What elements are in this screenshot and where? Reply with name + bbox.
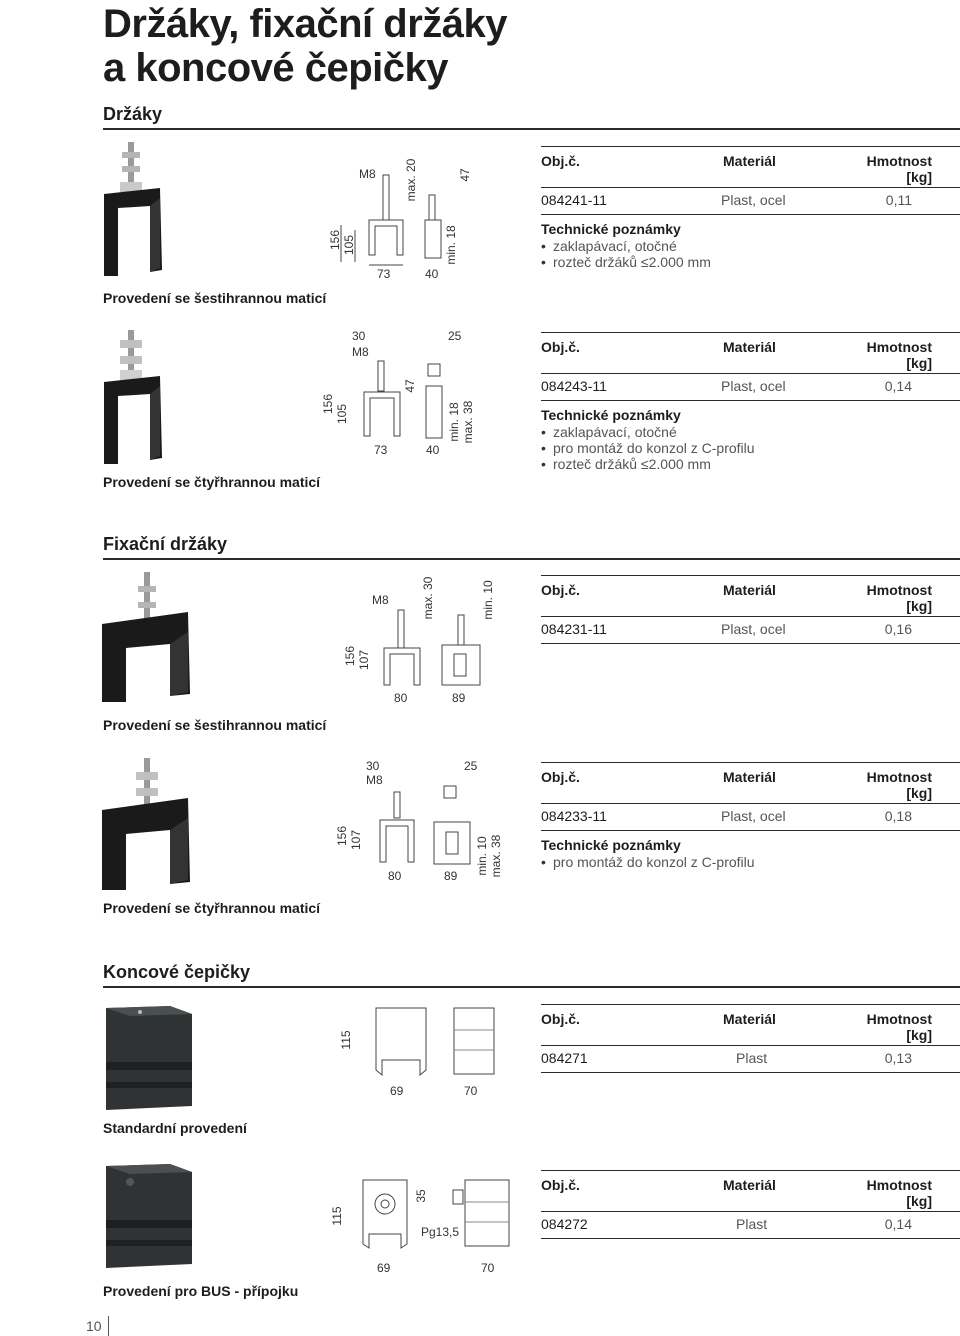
material: Plast — [736, 1050, 768, 1066]
dim-max30: max. 30 — [421, 576, 435, 620]
spec-row — [541, 373, 960, 401]
dim-80: 80 — [388, 869, 402, 883]
dim-105: 105 — [342, 234, 356, 256]
dim-70: 70 — [464, 1084, 478, 1098]
dim-25: 25 — [464, 759, 478, 773]
material: Plast, ocel — [721, 378, 786, 394]
dim-min10: min. 10 — [475, 836, 489, 876]
product-caption: Provedení se čtyřhrannou maticí — [103, 900, 321, 916]
material: Plast, ocel — [721, 808, 786, 824]
dim-m8: M8 — [372, 593, 389, 607]
order-number: 084243-11 — [541, 378, 607, 394]
technical-notes: Technické poznámky • pro montáž do konzol z C-profilu — [541, 837, 960, 870]
dim-89: 89 — [444, 869, 458, 883]
holder-square-nut-drawing — [318, 326, 518, 471]
weight: 0,11 — [885, 192, 912, 208]
note-item: • rozteč držáků ≤2.000 mm — [541, 456, 960, 472]
spec-table-084231 — [541, 575, 960, 644]
dim-47: 47 — [403, 379, 417, 393]
dim-30: 30 — [352, 329, 366, 343]
product-caption: Provedení pro BUS - přípojku — [103, 1283, 299, 1299]
end-cap-standard-photo — [100, 1002, 195, 1114]
dim-35: 35 — [414, 1189, 428, 1203]
dim-115: 115 — [330, 1206, 344, 1226]
weight: 0,13 — [884, 1050, 912, 1066]
dim-pg13-5: Pg13,5 — [421, 1225, 460, 1239]
page-title — [103, 2, 507, 90]
dim-73: 73 — [377, 267, 391, 281]
dim-m8: M8 — [352, 345, 369, 359]
fixing-holder-square-nut-photo — [100, 758, 192, 893]
dim-min10: min. 10 — [481, 580, 495, 620]
spec-header: Obj.č. Materiál Hmotnost [kg] — [541, 762, 960, 803]
section-heading-fixacni-drzaky: Fixační držáky — [103, 528, 960, 560]
page-number: 10 — [86, 1318, 102, 1334]
holder-square-nut-photo — [100, 330, 166, 465]
fixing-holder-hex-nut-drawing — [340, 570, 510, 706]
dim-25: 25 — [448, 329, 462, 343]
fixing-holder-hex-nut-photo — [100, 572, 192, 704]
spec-table-084271 — [541, 1004, 960, 1073]
dim-70: 70 — [481, 1261, 495, 1275]
spec-row — [541, 1211, 960, 1239]
spec-header: Obj.č. Materiál Hmotnost [kg] — [541, 146, 960, 187]
dim-80: 80 — [394, 691, 408, 705]
spec-header: Obj.č. Materiál Hmotnost [kg] — [541, 575, 960, 616]
dim-m8: M8 — [366, 773, 383, 787]
dim-73: 73 — [374, 443, 388, 457]
material: Plast, ocel — [721, 192, 786, 208]
note-item: • pro montáž do konzol z C-profilu — [541, 854, 960, 870]
material: Plast — [736, 1216, 768, 1232]
spec-row — [541, 187, 960, 215]
dim-max20: max. 20 — [404, 158, 418, 202]
fixing-holder-square-nut-drawing — [330, 756, 520, 886]
page-number-divider — [108, 1316, 109, 1336]
weight: 0,16 — [884, 621, 912, 637]
dim-156: 156 — [343, 645, 357, 667]
note-item: • rozteč držáků ≤2.000 mm — [541, 254, 960, 270]
page-title-line-2: a koncové čepičky — [103, 46, 449, 90]
dim-156: 156 — [328, 229, 342, 251]
product-caption: Provedení se šestihrannou maticí — [103, 290, 327, 306]
dim-30: 30 — [366, 759, 380, 773]
note-item: • zaklapávací, otočné — [541, 238, 960, 254]
product-caption: Provedení se čtyřhrannou maticí — [103, 474, 321, 490]
order-number: 084231-11 — [541, 621, 607, 637]
product-caption: Provedení se šestihrannou maticí — [103, 717, 327, 733]
spec-header: Obj.č. Materiál Hmotnost [kg] — [541, 1170, 960, 1211]
technical-notes: Technické poznámky • zaklapávací, otočné • rozteč držáků ≤2.000 mm — [541, 221, 960, 270]
dim-min18: min. 18 — [444, 225, 458, 265]
spec-row — [541, 616, 960, 644]
holder-hex-nut-drawing — [325, 140, 525, 285]
spec-row — [541, 803, 960, 831]
weight: 0,14 — [884, 378, 912, 394]
note-item: • zaklapávací, otočné — [541, 424, 960, 440]
spec-table-084272 — [541, 1170, 960, 1239]
technical-notes: Technické poznámky • zaklapávací, otočné • pro montáž do konzol z C-profilu • rozteč držáků ≤2.000 mm — [541, 407, 960, 472]
dim-m8: M8 — [359, 167, 376, 181]
spec-header: Obj.č. Materiál Hmotnost [kg] — [541, 332, 960, 373]
order-number: 084271 — [541, 1050, 588, 1066]
material: Plast, ocel — [721, 621, 786, 637]
page-title-line-1: Držáky, fixační držáky — [103, 2, 508, 46]
section-heading-koncove-cepicky: Koncové čepičky — [103, 956, 960, 988]
dim-89: 89 — [452, 691, 466, 705]
order-number: 084272 — [541, 1216, 588, 1232]
spec-header: Obj.č. Materiál Hmotnost [kg] — [541, 1004, 960, 1045]
dim-107: 107 — [349, 829, 363, 851]
dim-69: 69 — [390, 1084, 404, 1098]
weight: 0,14 — [884, 1216, 912, 1232]
end-cap-bus-drawing — [325, 1168, 525, 1278]
end-cap-standard-drawing — [330, 1000, 500, 1100]
weight: 0,18 — [884, 808, 912, 824]
note-item: • pro montáž do konzol z C-profilu — [541, 440, 960, 456]
dim-max38: max. 38 — [489, 834, 503, 878]
dim-69: 69 — [377, 1261, 391, 1275]
holder-hex-nut-photo — [100, 142, 166, 277]
product-caption: Standardní provedení — [103, 1120, 247, 1136]
order-number: 084241-11 — [541, 192, 607, 208]
dim-min18: min. 18 — [447, 402, 461, 442]
end-cap-bus-photo — [100, 1160, 195, 1272]
dim-115: 115 — [339, 1030, 353, 1050]
spec-row — [541, 1045, 960, 1073]
dim-47: 47 — [458, 168, 472, 182]
spec-table-084233 — [541, 762, 960, 870]
spec-table-084241 — [541, 146, 960, 270]
dim-107: 107 — [357, 649, 371, 671]
dim-40: 40 — [425, 267, 439, 281]
dim-max38: max. 38 — [461, 400, 475, 444]
dim-156: 156 — [335, 825, 349, 847]
spec-table-084243 — [541, 332, 960, 472]
dim-105: 105 — [335, 403, 349, 425]
dim-156: 156 — [321, 393, 335, 415]
dim-40: 40 — [426, 443, 440, 457]
section-heading-drzaky: Držáky — [103, 98, 960, 130]
order-number: 084233-11 — [541, 808, 607, 824]
